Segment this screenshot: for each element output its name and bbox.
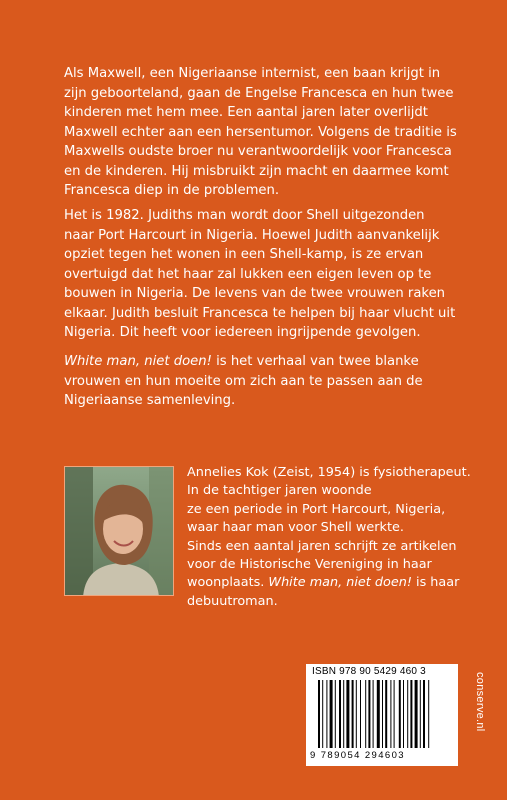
barcode-bar <box>407 680 408 748</box>
barcode-bar <box>330 680 333 748</box>
barcode-bar <box>335 680 336 748</box>
barcode-bar <box>385 680 387 748</box>
barcode-bar <box>390 680 391 748</box>
barcode-bar <box>322 680 323 748</box>
barcode-bar <box>410 680 412 748</box>
barcode-bar <box>343 680 344 748</box>
barcode-bar <box>423 680 425 748</box>
barcode-digits: 9 789054 294603 <box>310 750 405 761</box>
barcode-bar <box>394 680 395 748</box>
barcode-bar <box>428 680 429 748</box>
blurb-paragraph-3 <box>64 352 464 411</box>
barcode-bar <box>339 680 341 748</box>
blurb-paragraph-2: Het is 1982. Judiths man wordt door Shell uitgezonden naar Port Harcourt in Nigeria. Hoewel Judith aanvankelijk opziet tegen het wonen in een Shell-kamp, is ze ervan overtuigd dat het haar zal lukken een eigen leven op te bouwen in Nigeria. De levens van de twee vrouwen raken elkaar. Judith besluit Francesca te helpen bij haar vlucht uit Nigeria. Dit heeft voor iedereen ingrijpende gevolgen. <box>64 208 456 340</box>
barcode-bar <box>415 680 418 748</box>
barcode-box <box>306 664 458 766</box>
barcode-bar <box>326 680 327 748</box>
barcode-bar <box>318 680 320 748</box>
author-bio-tail: is haar debuutroman. <box>187 575 460 609</box>
barcode-bar <box>377 680 380 748</box>
blurb-paragraph-1: Als Maxwell, een Nigeriaanse internist, een baan krijgt in zijn geboorteland, gaan de Engelse Francesca en hun twee kinderen met hem mee. Een aantal jaren later overlijdt Maxwell echter aan een hersentumor. Volgens de traditie is Maxwells oudste broer nu verantwoordelijk voor Francesca en de kinderen. Hij misbruikt zijn macht en daarmee komt Francesca diep in de problemen. <box>64 66 457 198</box>
barcode-bar <box>360 680 361 748</box>
publisher-url: conserve.nl <box>474 672 486 732</box>
barcode-bar <box>420 680 421 748</box>
author-bio-text: Annelies Kok (Zeist, 1954) is fysiotherapeut. In de tachtiger jaren woonde ze een periode in Port Harcourt, Nigeria, waar haar man voor Shell werkte. Sinds een aantal jaren schrijft ze artikelen voor de Historische Vereniging in haar woonplaats. <box>187 465 471 591</box>
author-bio <box>187 464 487 611</box>
barcode-bar <box>373 680 374 748</box>
book-title: White man, niet doen! <box>64 354 212 369</box>
barcode-bar <box>346 680 349 748</box>
barcode-bar <box>399 680 401 748</box>
barcode-bar <box>365 680 366 748</box>
author-bio-book-title: White man, niet doen! <box>268 575 412 591</box>
barcode-bar <box>403 680 404 748</box>
barcode-bar <box>382 680 383 748</box>
author-photo <box>64 466 174 596</box>
barcode-bar <box>352 680 354 748</box>
barcode-icon <box>318 680 448 750</box>
barcode-bar <box>368 680 370 748</box>
blurb-paragraph-3-text: is het verhaal van twee blanke vrouwen en hun moeite om zich aan te passen aan de Nigeriaanse samenleving. <box>64 354 423 408</box>
barcode-bar <box>356 680 357 748</box>
isbn-label: ISBN 978 90 5429 460 3 <box>312 666 426 677</box>
